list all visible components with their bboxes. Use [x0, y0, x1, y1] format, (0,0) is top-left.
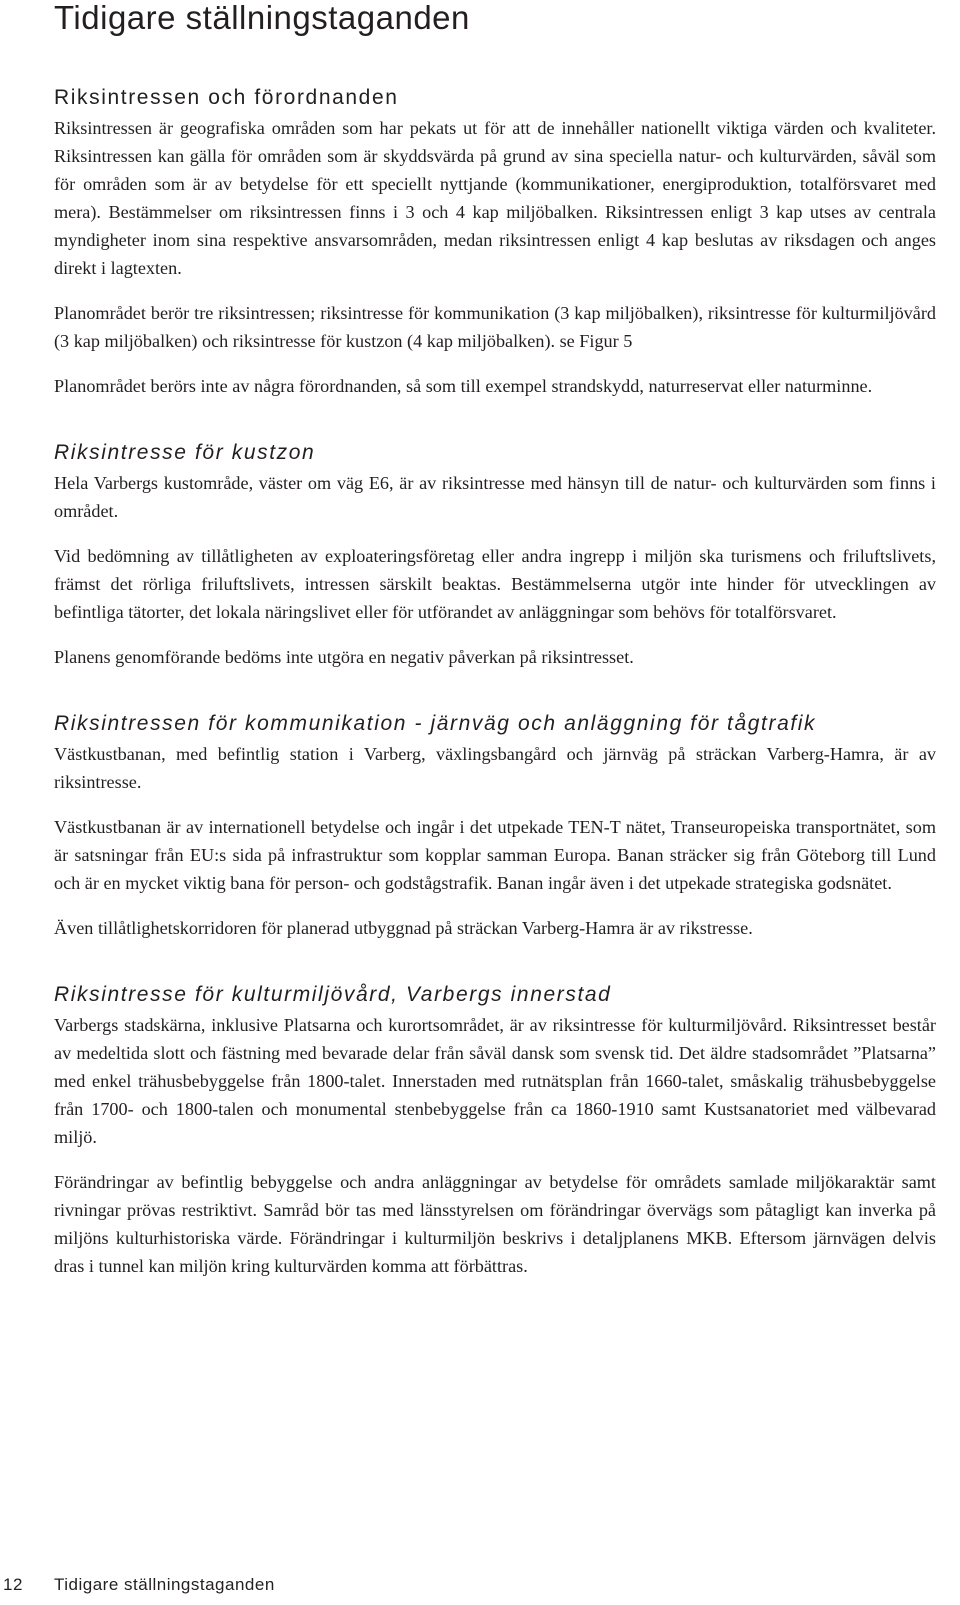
section-kulturmiljovard: [54, 981, 936, 1280]
section-kustzon: [54, 439, 936, 671]
page-number: 12: [3, 1575, 23, 1594]
paragraph: Hela Varbergs kustområde, väster om väg E6, är av riksintresse med hänsyn till de natur- och kulturvärden som finns i området.: [54, 473, 936, 521]
running-title: Tidigare ställningstaganden: [54, 1575, 275, 1594]
section-heading: Riksintressen och förordnanden: [54, 86, 399, 109]
paragraph: Västkustbanan, med befintlig station i Varberg, växlingsbangård och järnväg på sträckan Varberg-Hamra, är av riksintresse.: [54, 744, 936, 792]
paragraph: Även tillåtlighetskorridoren för planerad utbyggnad på sträckan Varberg-Hamra är av rikstresse.: [54, 918, 753, 938]
page-title: Tidigare ställningstaganden: [54, 0, 470, 36]
paragraph: Varbergs stadskärna, inklusive Platsarna och kurortsområdet, är av riksintresse för kulturmiljövård. Riksintresset består av medeltida slott och fästning med bevarade delar från såväl dansk som svensk tid. Det äldre stadsområdet ”Platsarna” med enkel trähusbebyggelse från 1800-talet. Innerstaden med rutnätsplan från 1660-talet, småskalig trähusbebyggelse från 1700- och 1800-talen och monumental stenbebyggelse från ca 1860-1910 samt Kustsanatoriet med välbevarad miljö.: [54, 1015, 936, 1147]
paragraph: Planområdet berörs inte av några förordnanden, så som till exempel strandskydd, naturreservat eller naturminne.: [54, 376, 873, 396]
section-heading: Riksintressen för kommunikation - järnväg och anläggning för tågtrafik: [54, 712, 817, 735]
section-riksintressen: [54, 84, 936, 400]
paragraph: Vid bedömning av tillåtligheten av exploateringsföretag eller andra ingrepp i miljön ska turismens och friluftslivets, främst det rörliga friluftslivets, intressen särskilt beaktas. Bestämmelserna utgör inte hinder för utvecklingen av befintliga tätorter, det lokala näringslivet eller för utförandet av anläggningar som behövs för totalförsvaret.: [54, 546, 936, 622]
paragraph: Planområdet berör tre riksintressen; riksintresse för kommunikation (3 kap miljöbalken), riksintresse för kulturmiljövård (3 kap miljöbalken) och riksintresse för kustzon (4 kap miljöbalken). se Figur 5: [54, 303, 936, 351]
paragraph: Västkustbanan är av internationell betydelse och ingår i det utpekade TEN-T nätet, Transeuropeiska transportnätet, som är satsningar från EU:s sida på infrastruktur som kopplar samman Europa. Banan sträcker sig från Göteborg till Lund och är en mycket viktig bana för person- och godstågstrafik. Banan ingår även i det utpekade strategiska godsnätet.: [54, 817, 936, 893]
paragraph: Planens genomförande bedöms inte utgöra en negativ påverkan på riksintresset.: [54, 647, 634, 667]
paragraph: Riksintressen är geografiska områden som har pekats ut för att de innehåller nationellt viktiga värden och kvaliteter. Riksintressen kan gälla för områden som är skyddsvärda på grund av sina speciella natur- och kulturvärden, såväl som för områden som är av betydelse för ett speciellt nyttjande (kommunikationer, energiproduktion, totalförsvaret med mera). Bestämmelser om riksintressen finns i 3 och 4 kap miljöbalken. Riksintressen enligt 3 kap utses av centrala myndigheter inom sina respektive ansvarsområden, medan riksintressen enligt 4 kap beslutas av riksdagen och anges direkt i lagtexten.: [54, 118, 936, 278]
section-kommunikation: [54, 710, 936, 942]
section-heading: Riksintresse för kustzon: [54, 441, 316, 464]
section-heading: Riksintresse för kulturmiljövård, Varbergs innerstad: [54, 983, 612, 1006]
paragraph: Förändringar av befintlig bebyggelse och andra anläggningar av betydelse för områdets samlade miljökaraktär samt rivningar prövas restriktivt. Samråd bör tas med länsstyrelsen om förändringar övervägs som påtagligt kan inverka på miljöns kulturhistoriska värde. Förändringar i kulturmiljön beskrivs i detaljplanens MKB. Eftersom järnvägen delvis dras i tunnel kan miljön kring kulturvärden komma att förbättras.: [54, 1172, 936, 1276]
document-body: [54, 84, 936, 1297]
